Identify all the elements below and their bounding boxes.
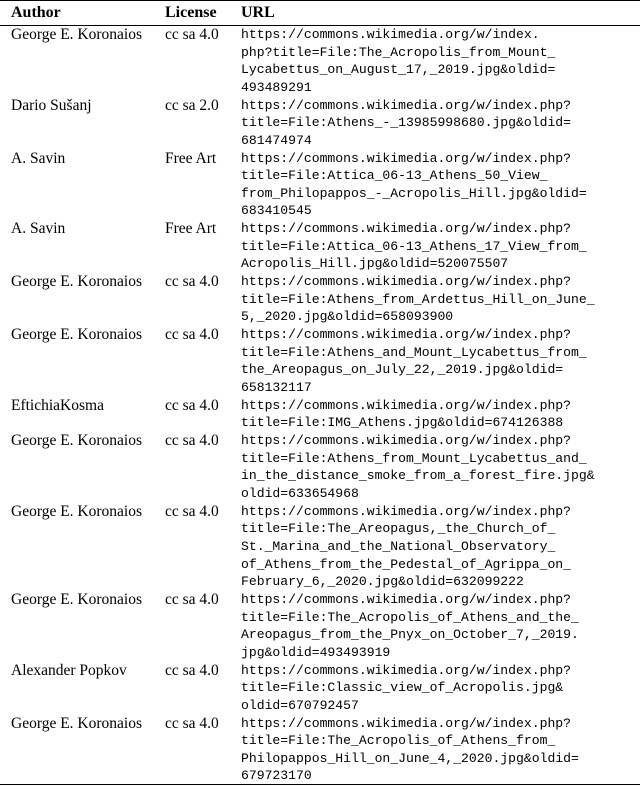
url-line: title=File:Athens_and_Mount_Lycabettus_from_ [241,344,587,360]
table-row [0,97,640,150]
table-row [0,273,640,326]
url-line: Areopagus_from_the_Pnyx_on_October_7,_2019. [241,627,579,643]
cell-license: Free Art [165,220,217,238]
cell-author: George E. Koronaios [11,432,143,450]
cell-author: A. Savin [11,220,66,238]
cell-license: cc sa 2.0 [165,96,219,114]
url-line: title=File:Athens_-_13985998680.jpg&oldid= [241,115,572,131]
table-row [0,432,640,503]
url-line: Acropolis_Hill.jpg&oldid=520075507 [241,256,509,272]
url-line: Philopappos_Hill_on_June_4,_2020.jpg&oldid= [241,750,579,766]
table-row [0,662,640,715]
url-line: St._Marina_and_the_National_Observatory_ [241,538,556,554]
table-row [0,220,640,273]
url-line: https://commons.wikimedia.org/w/index.php? [241,97,572,113]
url-line: title=File:The_Acropolis_of_Athens_from_ [241,733,556,749]
cell-license: Free Art [165,149,217,167]
header-author: Author [11,4,61,21]
header-license: License [165,4,217,21]
url-line: in_the_distance_smoke_from_a_forest_fire.jpg& [241,468,595,484]
cell-license: cc sa 4.0 [165,26,219,43]
url-line: title=File:Athens_from_Ardettus_Hill_on_June_ [241,291,595,307]
cell-author: Dario Sušanj [11,96,92,114]
cell-url [241,150,587,220]
table-row [0,591,640,662]
cell-author: A. Savin [11,149,66,167]
cell-author: George E. Koronaios [11,502,143,520]
url-line: 658132117 [241,379,312,395]
url-line: https://commons.wikimedia.org/w/index.php? [241,591,572,607]
table-header-row [0,3,640,25]
cell-license: cc sa 4.0 [165,590,219,608]
table-top-rule [0,0,640,1]
url-line: title=File:Athens_from_Mount_Lycabettus_and_ [241,450,587,466]
url-line: https://commons.wikimedia.org/w/index.php? [241,327,572,343]
url-line: 493489291 [241,79,312,95]
table-bottom-rule [0,784,640,785]
cell-url [241,662,571,715]
cell-url [241,432,595,502]
table-row [0,397,640,432]
url-line: 681474974 [241,132,312,148]
url-line: Lycabettus_on_August_17,_2019.jpg&oldid= [241,62,556,78]
url-line: from_Philopappos_-_Acropolis_Hill.jpg&oldid= [241,185,587,201]
url-line: 5,_2020.jpg&oldid=658093900 [241,309,454,325]
url-line: February_6,_2020.jpg&oldid=632099222 [241,574,524,590]
cell-url [241,326,587,396]
url-line: https://commons.wikimedia.org/w/index.php? [241,397,572,413]
cell-author: George E. Koronaios [11,714,143,732]
cell-license: cc sa 4.0 [165,326,219,344]
table-row [0,503,640,591]
url-line: title=File:IMG_Athens.jpg&oldid=674126388 [241,415,564,431]
cell-license: cc sa 4.0 [165,661,219,679]
table-row [0,715,640,786]
url-line: jpg&oldid=493493919 [241,644,391,660]
cell-license: cc sa 4.0 [165,396,219,414]
cell-url [241,591,579,661]
header-url: URL [241,4,275,21]
url-line: oldid=633654968 [241,485,359,501]
cell-license: cc sa 4.0 [165,273,219,291]
url-line: php?title=File:The_Acropolis_from_Mount_ [241,44,556,60]
cell-license: cc sa 4.0 [165,502,219,520]
url-line: title=File:Attica_06-13_Athens_50_View_ [241,168,548,184]
url-line: title=File:Attica_06-13_Athens_17_View_from_ [241,238,587,254]
url-line: title=File:The_Areopagus,_the_Church_of_ [241,521,556,537]
url-line: https://commons.wikimedia.org/w/index.php? [241,274,572,290]
cell-author: George E. Koronaios [11,26,143,43]
url-line: https://commons.wikimedia.org/w/index.php? [241,715,572,731]
url-line: title=File:Classic_view_of_Acropolis.jpg& [241,680,564,696]
url-line: 679723170 [241,768,312,784]
url-line: https://commons.wikimedia.org/w/index.php? [241,662,572,678]
cell-url [241,397,571,432]
url-line: oldid=670792457 [241,697,359,713]
url-line: https://commons.wikimedia.org/w/index. [241,27,540,42]
cell-license: cc sa 4.0 [165,432,219,450]
cell-url [241,503,571,591]
url-line: https://commons.wikimedia.org/w/index.php? [241,433,572,449]
cell-author: George E. Koronaios [11,273,143,291]
cell-url [241,220,587,273]
cell-url [241,26,555,96]
cell-url [241,273,595,326]
table-row [0,26,640,97]
url-line: https://commons.wikimedia.org/w/index.php? [241,150,572,166]
cell-url [241,97,571,150]
table-row [0,150,640,221]
table-row [0,326,640,397]
url-line: https://commons.wikimedia.org/w/index.php? [241,221,572,237]
url-line: https://commons.wikimedia.org/w/index.php? [241,503,572,519]
url-line: title=File:The_Acropolis_of_Athens_and_the_ [241,609,579,625]
cell-author: George E. Koronaios [11,326,143,344]
cell-author: EftichiaKosma [11,396,104,414]
cell-author: George E. Koronaios [11,590,143,608]
cell-url [241,715,579,785]
url-line: of_Athens_from_the_Pedestal_of_Agrippa_on_ [241,556,572,572]
cell-license: cc sa 4.0 [165,714,219,732]
cell-author: Alexander Popkov [11,661,127,679]
url-line: the_Areopagus_on_July_22,_2019.jpg&oldid= [241,362,564,378]
table-body [0,26,640,785]
url-line: 683410545 [241,203,312,219]
